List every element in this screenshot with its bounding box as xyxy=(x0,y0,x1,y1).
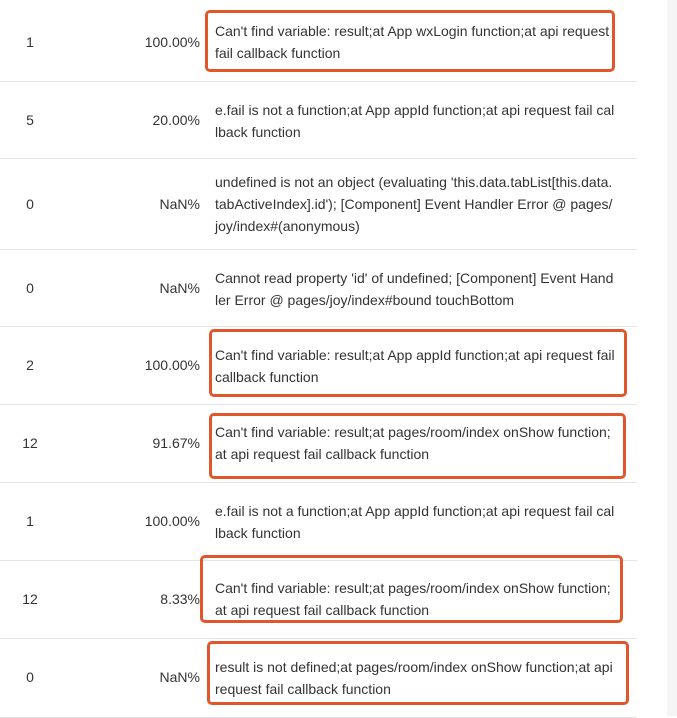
error-count: 0 xyxy=(26,196,34,212)
error-count: 12 xyxy=(22,591,38,607)
highlight-box xyxy=(207,641,629,705)
error-message: undefined is not an object (evaluating 'this.data.tabList[this.data.tabActiveIndex].id'); [Component] Event Handler Error @ pages/joy/index#(anonymous) xyxy=(215,174,613,234)
error-message: Can't find variable: result;at pages/room/index onShow function;at api request fail callback function xyxy=(215,580,611,618)
highlight-box xyxy=(209,329,627,397)
error-rate: 100.00% xyxy=(144,357,200,373)
table-row xyxy=(0,158,637,249)
highlight-box xyxy=(209,413,626,479)
error-message: e.fail is not a function;at App appId function;at api request fail callback function xyxy=(215,503,615,541)
highlight-box xyxy=(205,10,615,72)
error-count: 0 xyxy=(26,669,34,685)
highlight-box xyxy=(200,555,623,623)
error-count: 1 xyxy=(26,513,34,529)
error-rate: 100.00% xyxy=(144,34,200,50)
error-rate: 100.00% xyxy=(144,513,200,529)
error-message: result is not defined;at pages/room/index onShow function;at api request fail callback function xyxy=(215,659,613,697)
error-rate: 8.33% xyxy=(160,591,200,607)
error-count: 1 xyxy=(26,34,34,50)
table-row xyxy=(0,482,637,560)
scrollbar-track[interactable] xyxy=(667,0,677,716)
error-rate: NaN% xyxy=(159,669,200,685)
error-rate: NaN% xyxy=(159,280,200,296)
error-count: 0 xyxy=(26,280,34,296)
error-count: 12 xyxy=(22,435,38,451)
error-message: Can't find variable: result;at pages/room/index onShow function;at api request fail callback function xyxy=(215,424,611,462)
error-message: Cannot read property 'id' of undefined; [Component] Event Handler Error @ pages/joy/index#bound touchBottom xyxy=(215,270,614,308)
error-message: Can't find variable: result;at App appId function;at api request fail callback function xyxy=(215,347,615,385)
error-count: 5 xyxy=(26,112,34,128)
table-row xyxy=(0,249,637,326)
error-message: e.fail is not a function;at App appId function;at api request fail callback function xyxy=(215,102,615,140)
error-rate: 91.67% xyxy=(152,435,200,451)
table-row xyxy=(0,81,637,158)
error-message: Can't find variable: result;at App wxLogin function;at api request fail callback function xyxy=(215,23,610,61)
error-rate: 20.00% xyxy=(152,112,200,128)
error-count: 2 xyxy=(26,357,34,373)
error-rate: NaN% xyxy=(159,196,200,212)
